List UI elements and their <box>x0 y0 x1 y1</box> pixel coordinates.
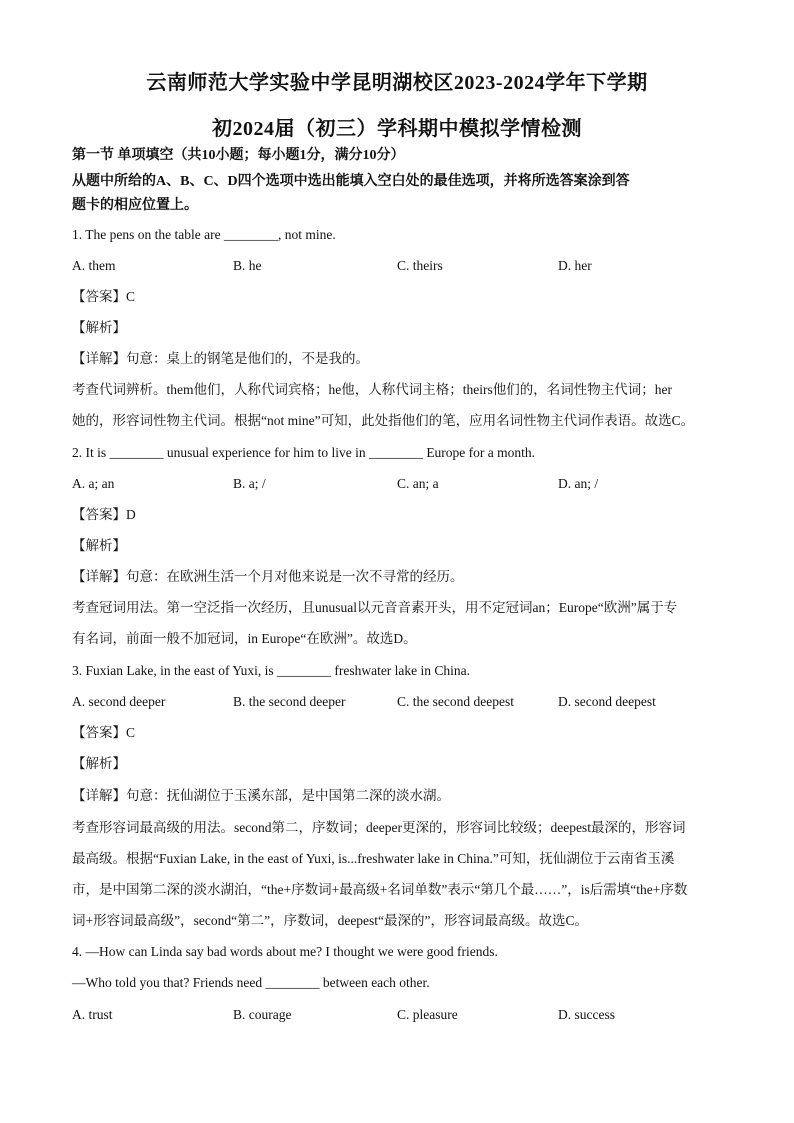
detail-line: 【详解】句意：在欧洲生活一个月对他来说是一次不寻常的经历。 <box>72 569 464 584</box>
section-instruction-line2: 题卡的相应位置上。 <box>72 198 198 213</box>
section-heading: 第一节 单项填空（共10小题；每小题1分，满分10分） <box>72 148 405 163</box>
option-a: A. trust <box>72 1007 113 1022</box>
question-stem: 1. The pens on the table are ________, not mine. <box>72 227 336 242</box>
option-d: D. her <box>558 258 592 273</box>
question-stem: 2. It is ________ unusual experience for him to live in ________ Europe for a month. <box>72 445 536 460</box>
detail-line: 【详解】句意：桌上的钢笔是他们的，不是我的。 <box>72 351 369 366</box>
option-d: D. an; / <box>558 476 599 491</box>
option-c: C. an; a <box>397 476 439 491</box>
answer-label: 【答案】C <box>72 725 136 740</box>
detail-line: 词+形容词最高级”，second“第二”，序数词，deepest“最深的”，形容词最高级。故选C。 <box>72 913 589 928</box>
detail-line: 考查代词辨析。them他们，人称代词宾格；he他，人称代词主格；theirs他们的，名词性物主代词；her <box>72 382 672 397</box>
exam-title-line2: 初2024届（初三）学科期中模拟学情检测 <box>212 118 582 140</box>
detail-line: 市，是中国第二深的淡水湖泊，“the+序数词+最高级+名词单数”表示“第几个最……”，is后需填“the+序数 <box>72 882 688 897</box>
option-b: B. he <box>233 258 262 273</box>
section-instruction-line1: 从题中所给的A、B、C、D四个选项中选出能填入空白处的最佳选项，并将所选答案涂到答 <box>72 174 630 189</box>
option-c: C. pleasure <box>397 1007 458 1022</box>
option-a: A. them <box>72 258 116 273</box>
detail-line: 考查冠词用法。第一空泛指一次经历，且unusual以元音音素开头，用不定冠词an；Europe“欧洲”属于专 <box>72 600 678 615</box>
option-d: D. second deepest <box>558 694 656 709</box>
detail-line: 考查形容词最高级的用法。second第二，序数词；deeper更深的，形容词比较级；deepest最深的，形容词 <box>72 820 686 835</box>
option-c: C. theirs <box>397 258 443 273</box>
detail-line: 最高级。根据“Fuxian Lake, in the east of Yuxi, is...freshwater lake in China.”可知，抚仙湖位于云南省玉溪 <box>72 851 675 866</box>
option-b: B. courage <box>233 1007 292 1022</box>
detail-line: 她的，形容词性物主代词。根据“not mine”可知，此处指他们的笔，应用名词性物主代词作表语。故选C。 <box>72 413 695 428</box>
exam-title-line1: 云南师范大学实验中学昆明湖校区2023-2024学年下学期 <box>146 72 648 94</box>
question-stem: 3. Fuxian Lake, in the east of Yuxi, is ________ freshwater lake in China. <box>72 663 471 678</box>
analysis-label: 【解析】 <box>72 538 126 553</box>
option-d: D. success <box>558 1007 615 1022</box>
detail-line: 有名词，前面一般不加冠词，in Europe“在欧洲”。故选D。 <box>72 631 417 646</box>
answer-label: 【答案】C <box>72 289 136 304</box>
answer-label: 【答案】D <box>72 507 136 522</box>
detail-line: 【详解】句意：抚仙湖位于玉溪东部，是中国第二深的淡水湖。 <box>72 788 450 803</box>
option-b: B. the second deeper <box>233 694 346 709</box>
option-a: A. second deeper <box>72 694 166 709</box>
option-c: C. the second deepest <box>397 694 514 709</box>
question-stem-reply: —Who told you that? Friends need ________ between each other. <box>72 975 430 990</box>
option-a: A. a; an <box>72 476 115 491</box>
analysis-label: 【解析】 <box>72 320 126 335</box>
question-stem: 4. —How can Linda say bad words about me? I thought we were good friends. <box>72 944 498 959</box>
analysis-label: 【解析】 <box>72 756 126 771</box>
option-b: B. a; / <box>233 476 266 491</box>
